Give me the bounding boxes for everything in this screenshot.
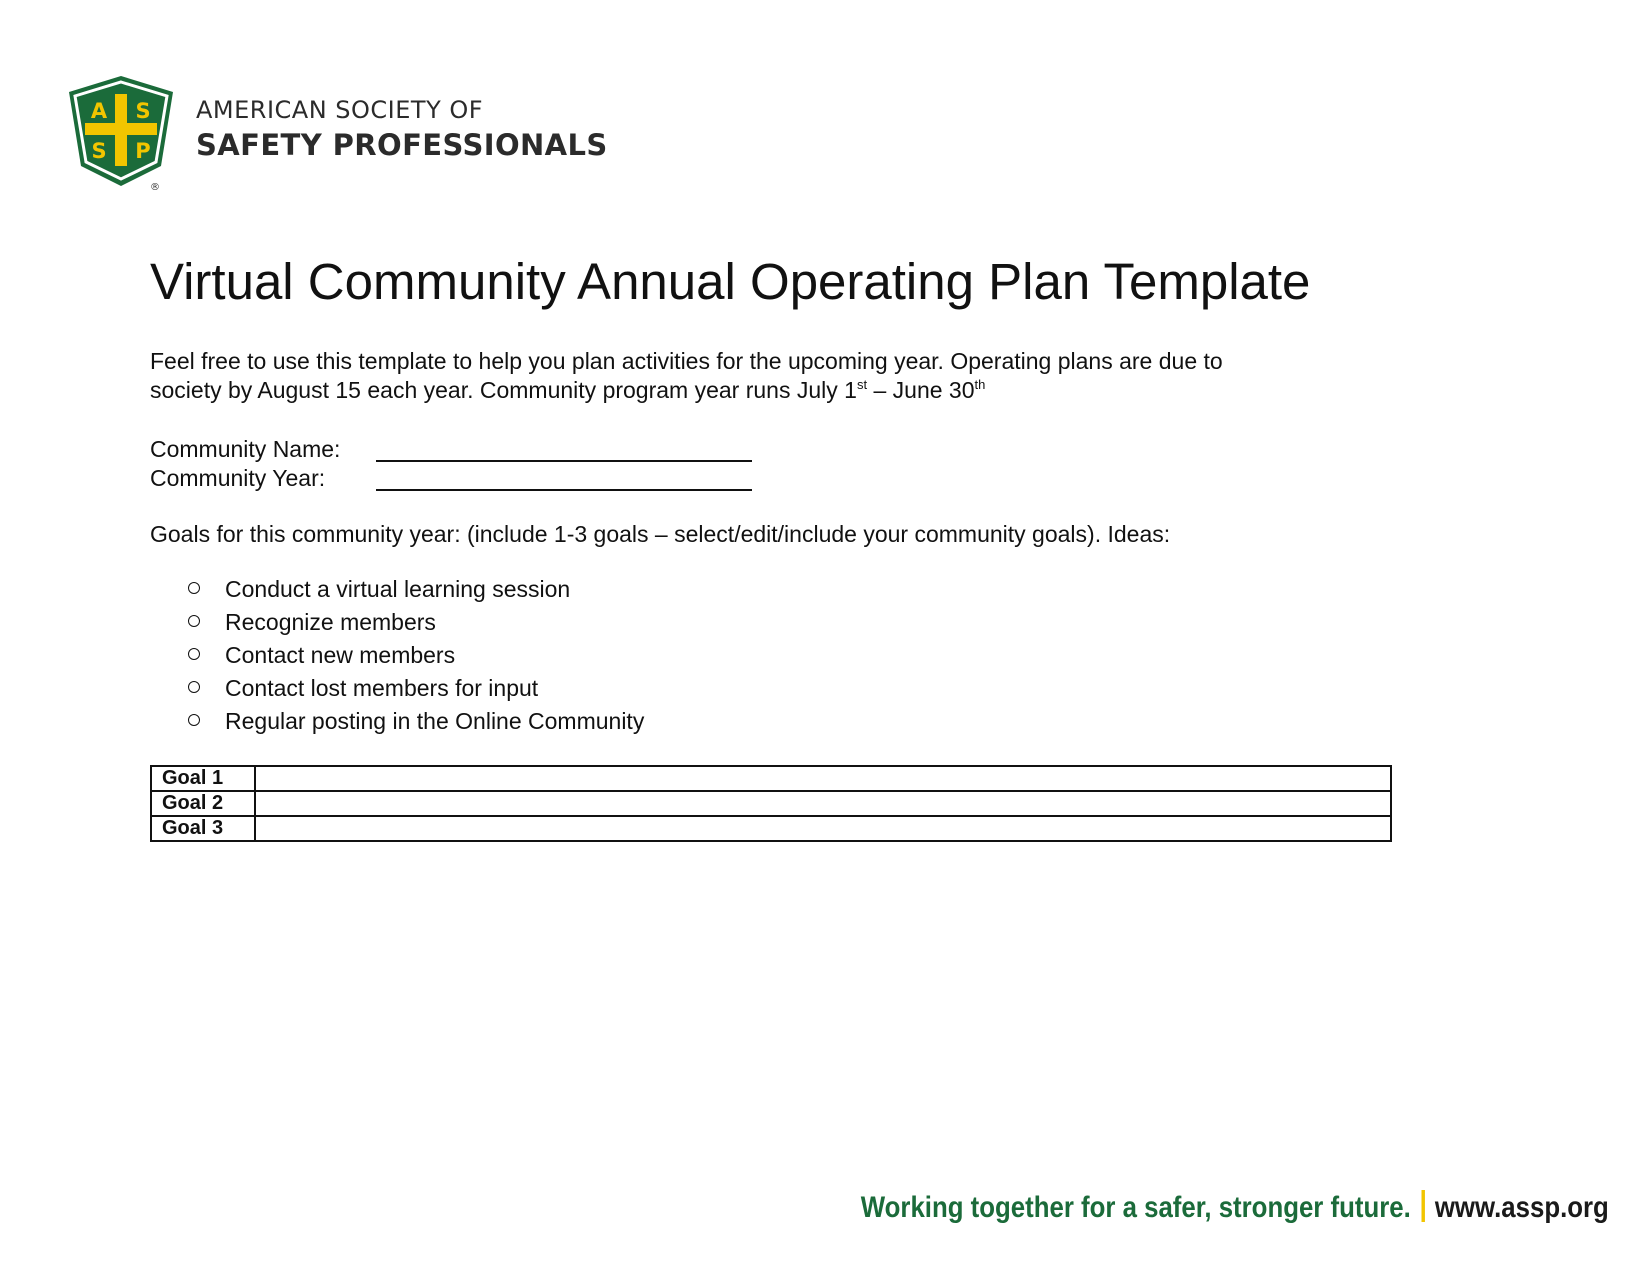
goals-table: [150, 765, 1392, 842]
idea-text: Conduct a virtual learning session: [225, 576, 571, 602]
community-name-field: [150, 436, 340, 463]
goal-entry-cell[interactable]: [255, 816, 1391, 841]
cross-horizontal: [85, 123, 157, 135]
idea-text: Regular posting in the Online Community: [225, 708, 645, 734]
hollow-bullet-icon: [188, 615, 200, 627]
idea-text: Contact new members: [225, 642, 456, 668]
community-year-blank[interactable]: [376, 489, 752, 491]
intro-sup-st: st: [856, 377, 868, 392]
logo-letter-p: P: [135, 139, 151, 163]
footer: [861, 1190, 1609, 1225]
intro-line2: [150, 376, 1400, 405]
assp-shield-icon: [63, 74, 179, 192]
document-title: Virtual Community Annual Operating Plan Template: [150, 253, 1311, 310]
intro-line2-part1: society by August 15 each year. Community program year runs July 1: [150, 377, 857, 403]
community-year-field: [150, 465, 325, 492]
goal-label: Goal 2: [151, 791, 255, 816]
goal-label: Goal 3: [151, 816, 255, 841]
community-year-label: Community Year:: [150, 465, 326, 491]
org-name-line2: SAFETY PROFESSIONALS: [196, 128, 608, 162]
hollow-bullet-icon: [188, 582, 200, 594]
footer-url-link[interactable]: www.assp.org: [1435, 1191, 1609, 1224]
assp-logo: [63, 74, 623, 194]
table-row: [151, 791, 1391, 816]
hollow-bullet-icon: [188, 714, 200, 726]
logo-letter-a: A: [90, 99, 108, 123]
footer-tagline: Working together for a safer, stronger future.: [860, 1191, 1411, 1224]
intro-paragraph: [150, 347, 1400, 405]
logo-letter-s1: S: [135, 99, 151, 123]
goal-entry-cell[interactable]: [255, 791, 1391, 816]
goal-label: Goal 1: [151, 766, 255, 791]
table-row: [151, 816, 1391, 841]
org-name-line1: AMERICAN SOCIETY OF: [196, 96, 484, 124]
goal-entry-cell[interactable]: [255, 766, 1391, 791]
logo-letter-s2: S: [91, 139, 107, 163]
table-row: [151, 766, 1391, 791]
footer-separator: [1421, 1190, 1424, 1222]
hollow-bullet-icon: [188, 681, 200, 693]
hollow-bullet-icon: [188, 648, 200, 660]
goals-intro-text: Goals for this community year: (include 1-3 goals – select/edit/include your community goals). Ideas:: [150, 521, 1171, 547]
intro-line2-part2: – June 30: [867, 377, 975, 403]
community-name-blank[interactable]: [376, 460, 752, 462]
community-name-label: Community Name:: [150, 436, 341, 462]
intro-sup-th: th: [974, 377, 986, 392]
intro-line1: Feel free to use this template to help you plan activities for the upcoming year. Operating plans are due to: [150, 348, 1223, 374]
registered-mark: ®: [150, 182, 160, 192]
idea-text: Contact lost members for input: [225, 675, 539, 701]
idea-text: Recognize members: [225, 609, 436, 635]
